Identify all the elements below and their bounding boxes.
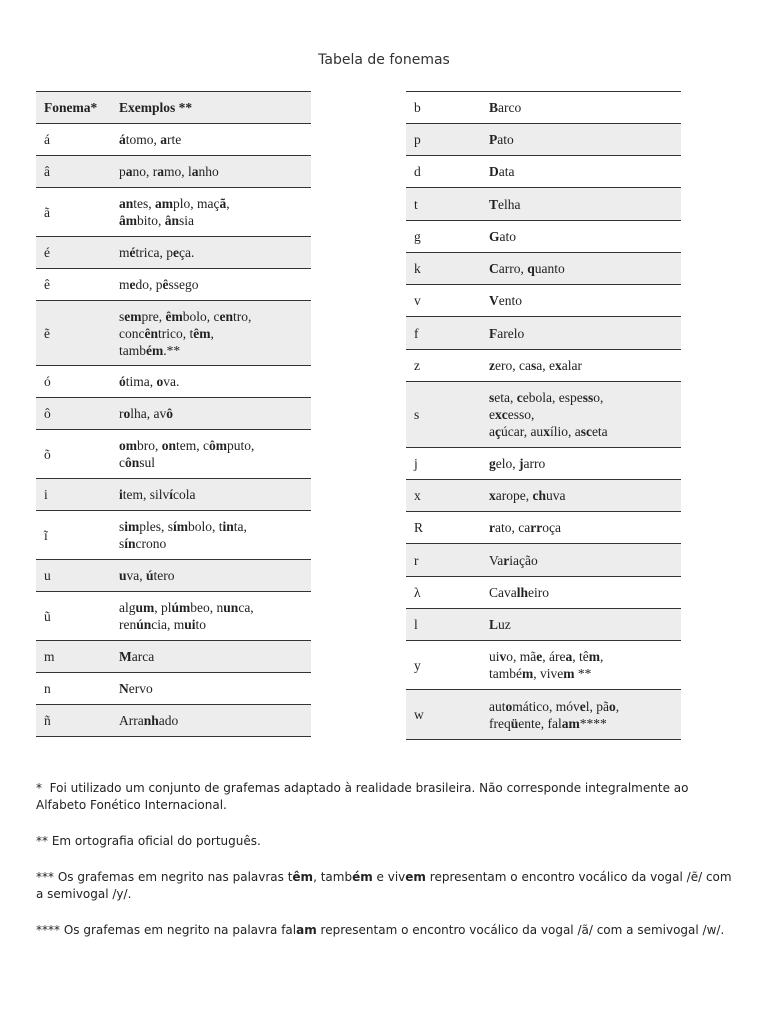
phoneme-cell: z — [414, 358, 420, 373]
phoneme-cell: t — [406, 188, 481, 221]
table-row — [36, 641, 311, 673]
footnotes — [36, 780, 736, 958]
table-row — [36, 560, 311, 592]
examples-cell: Luz — [481, 609, 681, 641]
examples-cell: Marca — [111, 641, 311, 673]
examples-cell: sempre, êmbolo, centro, concêntrico, têm, também.** — [111, 301, 311, 366]
table-row — [36, 511, 311, 560]
table-row — [406, 448, 681, 480]
phoneme-cell: é — [36, 237, 111, 269]
examples-cell: rato, carroça — [489, 520, 561, 535]
table-row — [36, 124, 311, 156]
examples-cell: xarope, chuva — [481, 480, 681, 512]
table-row — [36, 479, 311, 511]
phoneme-cell: â — [36, 156, 111, 188]
phoneme-cell: u — [36, 560, 111, 592]
footnote: *** Os grafemas em negrito nas palavras têm, também e vivem representam o encontro vocálico da vogal /ẽ/ com a semivogal /y/. — [36, 870, 732, 901]
table-row — [406, 124, 681, 156]
examples-cell: Variação — [481, 544, 681, 577]
table-row — [406, 480, 681, 512]
examples-cell: átomo, arte — [119, 132, 182, 147]
header-exemplos: Exemplos ** — [111, 92, 311, 124]
phoneme-cell: ã — [44, 204, 50, 220]
table-row — [406, 690, 681, 740]
phoneme-cell: g — [414, 229, 421, 244]
table-row — [406, 317, 681, 350]
examples-cell: medo, pêssego — [119, 277, 199, 292]
table-row — [36, 705, 311, 737]
table-row — [36, 673, 311, 705]
phoneme-cell: d — [414, 164, 421, 179]
table-row — [406, 221, 681, 253]
examples-cell: Carro, quanto — [481, 253, 681, 285]
phoneme-cell: i — [36, 479, 111, 511]
examples-cell: automático, móvel, pão, freqüente, falam**** — [481, 690, 681, 740]
examples-cell: item, silvícola — [111, 479, 311, 511]
examples-cell: Barco — [489, 100, 522, 115]
table-row — [36, 398, 311, 430]
phoneme-cell: m — [36, 641, 111, 673]
table-row — [406, 285, 681, 317]
examples-cell: Farelo — [481, 317, 681, 350]
phoneme-cell: λ — [414, 585, 421, 600]
phoneme-cell: f — [406, 317, 481, 350]
table-row — [406, 156, 681, 188]
table-row — [406, 188, 681, 221]
footnote: * Foi utilizado um conjunto de grafemas adaptado à realidade brasileira. Não corresponde integralmente ao Alfabeto Fonético Internacional. — [36, 781, 689, 812]
table-row — [406, 382, 681, 448]
phoneme-cell: r — [406, 544, 481, 577]
examples-cell: gelo, jarro — [489, 456, 546, 471]
phoneme-cell: j — [414, 456, 418, 471]
phoneme-cell: á — [44, 132, 50, 147]
phoneme-cell: v — [414, 293, 421, 308]
phoneme-cell: ĩ — [44, 527, 48, 543]
table-row — [36, 237, 311, 269]
table-header-row — [36, 92, 311, 124]
examples-cell: uivo, mãe, área, têm, também, vivem ** — [489, 649, 604, 681]
table-row — [36, 156, 311, 188]
examples-cell: algum, plúmbeo, nunca, renúncia, muito — [119, 600, 254, 632]
table-row — [406, 641, 681, 690]
header-fonema: Fonema* — [36, 92, 111, 124]
phoneme-cell: b — [414, 100, 421, 115]
phoneme-cell: y — [414, 657, 421, 673]
examples-cell: pano, ramo, lanho — [111, 156, 311, 188]
examples-cell: Arranhado — [111, 705, 311, 737]
examples-cell: seta, cebola, espesso, excesso, açúcar, auxílio, asceta — [481, 382, 681, 448]
phoneme-table-left — [36, 91, 311, 737]
table-row — [406, 544, 681, 577]
examples-cell: métrica, peça. — [111, 237, 311, 269]
phoneme-cell: k — [406, 253, 481, 285]
examples-cell: ombro, ontem, cômputo, cônsul — [119, 438, 255, 470]
phoneme-table-right — [406, 91, 681, 740]
phoneme-cell: p — [406, 124, 481, 156]
phoneme-cell: n — [44, 681, 51, 696]
phoneme-cell: w — [406, 690, 481, 740]
examples-cell: Telha — [481, 188, 681, 221]
phoneme-cell: R — [414, 520, 424, 535]
table-row — [36, 301, 311, 366]
examples-cell: Data — [489, 164, 515, 179]
page-title: Tabela de fonemas — [318, 52, 450, 68]
phoneme-cell: ẽ — [36, 301, 111, 366]
phoneme-cell: s — [406, 382, 481, 448]
phoneme-cell: l — [406, 609, 481, 641]
examples-cell: rolha, avô — [111, 398, 311, 430]
examples-cell: Cavalheiro — [489, 585, 550, 600]
phoneme-cell: ê — [44, 277, 50, 292]
phoneme-cell: ũ — [44, 608, 51, 624]
footnote: **** Os grafemas em negrito na palavra falam representam o encontro vocálico da vogal /ã/ com a semivogal /w/. — [36, 923, 725, 937]
phoneme-cell: õ — [44, 446, 51, 462]
table-row — [36, 188, 311, 237]
examples-cell: Vento — [489, 293, 522, 308]
examples-cell: zero, casa, exalar — [489, 358, 582, 373]
table-row — [36, 430, 311, 479]
examples-cell: antes, amplo, maçã, âmbito, ânsia — [119, 196, 230, 228]
examples-cell: simples, símbolo, tinta, síncrono — [119, 519, 247, 551]
table-row — [406, 92, 681, 124]
table-row — [36, 269, 311, 301]
phoneme-cell: ó — [44, 374, 51, 389]
table-row — [406, 512, 681, 544]
table-row — [406, 609, 681, 641]
examples-cell: Nervo — [119, 681, 153, 696]
phoneme-cell: ô — [36, 398, 111, 430]
table-row — [406, 350, 681, 382]
phoneme-cell: ñ — [36, 705, 111, 737]
examples-cell: Pato — [481, 124, 681, 156]
examples-cell: Gato — [489, 229, 517, 244]
table-row — [406, 577, 681, 609]
table-row — [36, 366, 311, 398]
footnote: ** Em ortografia oficial do português. — [36, 834, 261, 848]
phoneme-cell: x — [406, 480, 481, 512]
table-row — [36, 592, 311, 641]
table-row — [406, 253, 681, 285]
examples-cell: ótima, ova. — [119, 374, 180, 389]
examples-cell: uva, útero — [111, 560, 311, 592]
